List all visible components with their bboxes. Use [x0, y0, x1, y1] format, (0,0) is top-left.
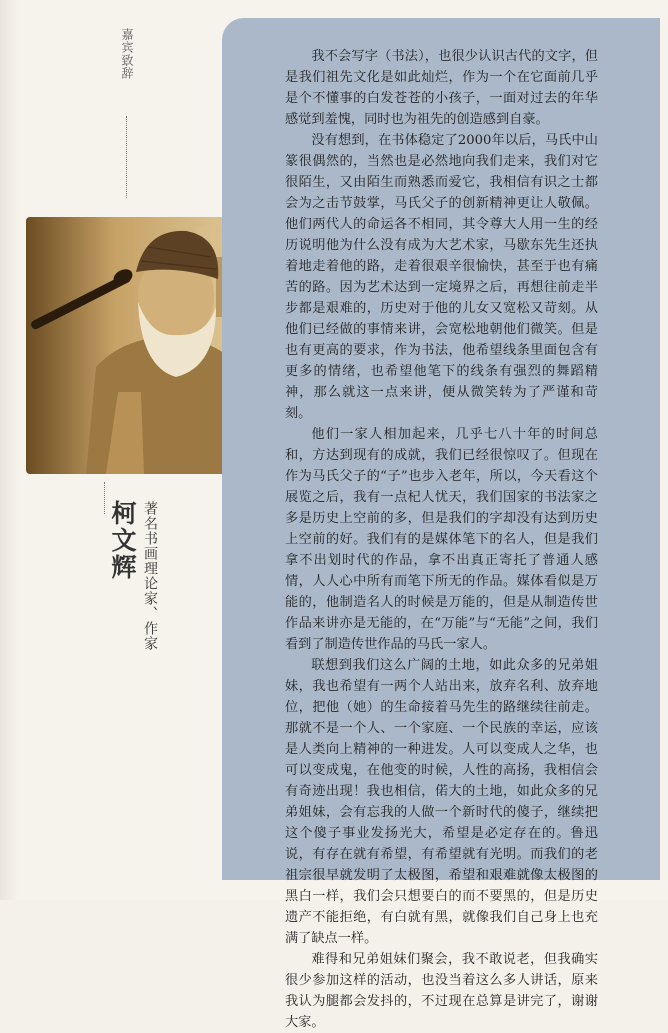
- author-title: 著名书画理论家、作家: [142, 501, 158, 651]
- paragraph: 我不会写字（书法），也很少认识古代的文字，但是我们祖先文化是如此灿烂，作为一个在它面前几乎是个不懂事的白发苍苍的小孩子，一面对过去的年华感觉到羞愧，同时也为祖先的创造感到自豪。: [285, 49, 598, 127]
- section-divider-top: [126, 64, 127, 76]
- section-divider: [126, 116, 127, 198]
- paragraph: 联想到我们这么广阔的土地，如此众多的兄弟姐妹，我也希望有一两个人站出来，放弃名利、放弃地位，把他（她）的生命接着马先生的路继续往前走。那就不是一个人、一个家庭、一个民族的幸运，应该是人类向上精神的一种进发。人可以变成人之华，也可以变成鬼，在他变的时候，人性的高扬，我相信会有奇迹出现！我也相信，偌大的土地，如此众多的兄弟姐妹，会有忘我的人做一个新时代的傻子，继续把这个傻子事业发扬光大，希望是必定存在的。鲁迅说，有存在就有希望，有希望就有光明。而我们的老祖宗很早就发明了太极图，希望和艰难就像太极图的黑白一样，我们会只想要白的而不要黑的，但是历史遗产不能拒绝，有白就有黑，就像我们自己身上也充满了缺点一样。: [285, 658, 598, 946]
- paragraph: 没有想到，在书体稳定了2000年以后，马氏中山篆很偶然的，当然也是必然地向我们走来，我们对它很陌生，又由陌生而熟悉而爱它，我相信有识之士都会为之击节鼓掌，马氏父子的创新精神更让人敬佩。他们两代人的命运各不相同，其令尊大人用一生的经历说明他为什么没有成为大艺术家，马歇东先生还执着地走着他的路，走着很艰辛很愉快，甚至于也有痛苦的路。因为艺术达到一定境界之后，再想往前走半步都是艰难的，历史对于他的儿女又宽松又苛刻。从他们已经做的事情来讲，会宽松地朝他们微笑。但是也有更高的要求，作为书法，他希望线条里面包含有更多的情绪，也希望他笔下的线条有强烈的舞蹈精神，那么就这一点来讲，便从微笑转为了严谨和苛刻。: [285, 133, 598, 421]
- article-body: [285, 46, 598, 1033]
- paragraph: 难得和兄弟姐妹们聚会，我不敢说老，但我确实很少参加这样的活动，也没当着这么多人讲话，原来我认为腿都会发抖的，不过现在总算是讲完了，谢谢大家。: [285, 952, 598, 1030]
- author-name: 柯文辉: [108, 500, 137, 581]
- section-label: 嘉宾致辞: [120, 28, 134, 80]
- paragraph: 他们一家人相加起来，几乎七八十年的时间总和，方达到现有的成就，我们已经很惊叹了。但现在作为马氏父子的“子”也步入老年，所以，今天看这个展览之后，我有一点杞人忧天，我们国家的书法家之多是历史上空前的多，但是我们的字却没有达到历史上空前的好。我们有的是媒体笔下的名人，但是我们拿不出划时代的作品，拿不出真正寄托了普通人感情，人人心中所有而笔下所无的作品。媒体看似是万能的，他制造名人的时候是万能的，但是从制造传世作品来讲亦是无能的，在“万能”与“无能”之间，我们看到了制造传世作品的马氏一家人。: [285, 427, 598, 652]
